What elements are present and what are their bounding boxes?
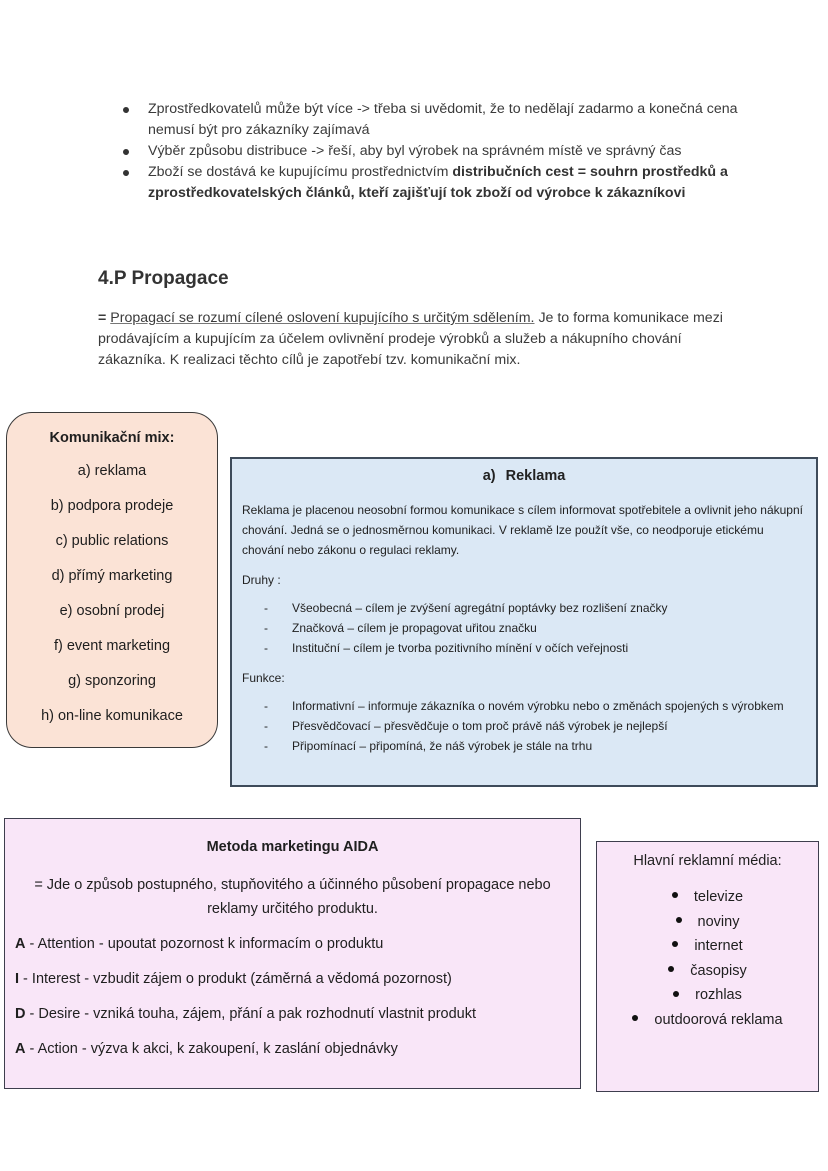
list-item [242, 696, 806, 716]
function-text: Přesvědčovací – přesvědčuje o tom proč právě náš výrobek je nejlepší [292, 719, 668, 733]
function-text: Připomínací – připomíná, že náš výrobek je stále na trhu [292, 739, 593, 753]
advertising-title-text: Reklama [505, 468, 566, 484]
mix-item: b) podpora prodeje [50, 498, 174, 514]
aida-key: A [15, 1041, 26, 1057]
bullet-icon [123, 149, 129, 155]
aida-key: I [15, 971, 20, 987]
aida-row [15, 1002, 570, 1026]
list-item [242, 716, 806, 736]
mix-item: e) osobní prodej [59, 603, 165, 619]
advertising-title [242, 466, 806, 490]
types-label: Druhy : [242, 573, 281, 587]
bullet-bold-text: distribučních cest = souhrn prostředků a zprostředkovatelských článků, kteří zajišťují tok zboží od výrobce k zákazníkovi [148, 164, 728, 201]
mix-title: Komunikační mix: [49, 430, 175, 446]
media-item: časopisy [690, 962, 747, 979]
bullet-icon [123, 170, 129, 176]
list-item [597, 959, 818, 984]
mix-item: f) event marketing [53, 638, 171, 654]
aida-row [15, 932, 570, 956]
bullet-icon [672, 892, 678, 898]
dash-icon: - [264, 601, 268, 615]
aida-text: - Action - výzva k akci, k zakoupení, k zaslání objednávky [25, 1041, 398, 1057]
functions-list [242, 696, 806, 756]
media-title: Hlavní reklamní média: [633, 853, 782, 869]
list-item [597, 983, 818, 1008]
distribution-bullet-list [120, 99, 740, 204]
bullet-text: Zboží se dostává ke kupujícímu prostřednictvím [148, 164, 453, 180]
aida-row [15, 1037, 570, 1061]
intro-rest: Je to forma komunikace mezi prodávajícím a kupujícím za účelem ovlivnění prodeje výrobků a služeb a nákupního chování zákazníka. K realizaci těchto cílů je zapotřebí tzv. komunikační mix. [98, 310, 723, 368]
advertising-box [230, 457, 818, 787]
aida-text: - Desire - vzniká touha, zájem, přání a pak rozhodnutí vlastnit produkt [25, 1006, 477, 1022]
advertising-title-letter: a) [482, 468, 496, 484]
section-heading: 4.P Propagace [98, 268, 229, 289]
aida-key: A [15, 936, 26, 952]
dash-icon: - [264, 699, 268, 713]
aida-text: - Interest - vzbudit zájem o produkt (záměrná a vědomá pozornost) [19, 971, 452, 987]
list-item [242, 736, 806, 756]
mix-item: a) reklama [77, 463, 147, 479]
mix-item: d) přímý marketing [51, 568, 173, 584]
mix-item: h) on-line komunikace [41, 708, 183, 724]
bullet-icon [673, 991, 679, 997]
bullet-text: Výběr způsobu distribuce -> řeší, aby byl výrobek na správném místě ve správný čas [148, 143, 682, 159]
list-item [242, 598, 806, 618]
aida-title: Metoda marketingu AIDA [206, 839, 379, 855]
aida-text: - Attention - upoutat pozornost k informacím o produktu [25, 936, 384, 952]
communication-mix-box [6, 412, 218, 748]
media-item: televize [693, 889, 744, 905]
list-item [120, 141, 740, 162]
bullet-text: Zprostředkovatelů může být více -> třeba si uvědomit, že to nedělají zadarmo a konečná cena nemusí být pro zákazníky zajímavá [148, 101, 738, 138]
bullet-icon [672, 941, 678, 947]
media-item: rozhlas [695, 987, 742, 1004]
mix-item: c) public relations [55, 533, 169, 549]
bullet-icon [123, 107, 129, 113]
list-item [597, 885, 818, 910]
type-text: Značková – cílem je propagovat uřitou značku [292, 621, 537, 635]
media-item: noviny [697, 913, 740, 930]
equals-sign: = [98, 310, 107, 326]
media-item: internet [694, 938, 743, 955]
aida-description: = Jde o způsob postupného, stupňovitého a účinného působení propagace nebo reklamy určitého produktu. [34, 877, 551, 917]
bullet-icon [632, 1015, 638, 1021]
list-item [597, 1008, 818, 1033]
list-item [242, 638, 806, 658]
mix-list [7, 454, 217, 734]
type-text: Instituční – cílem je tvorba pozitivního mínění v očích veřejnosti [292, 641, 629, 655]
dash-icon: - [264, 739, 268, 753]
list-item [242, 618, 806, 638]
bullet-icon [668, 966, 674, 972]
dash-icon: - [264, 719, 268, 733]
intro-paragraph [98, 308, 738, 371]
list-item [597, 934, 818, 959]
list-item [120, 99, 740, 141]
dash-icon: - [264, 641, 268, 655]
intro-definition: Propagací se rozumí cílené oslovení kupujícího s určitým sdělením. [110, 310, 535, 326]
dash-icon: - [264, 621, 268, 635]
list-item [597, 910, 818, 935]
types-list [242, 598, 806, 658]
advertising-media-box [596, 841, 819, 1092]
type-text: Všeobecná – cílem je zvýšení agregátní poptávky bez rozlišení značky [292, 601, 668, 615]
media-list [597, 885, 818, 1033]
functions-label: Funkce: [242, 671, 285, 685]
aida-box [4, 818, 581, 1089]
bullet-icon [676, 917, 682, 923]
aida-row [15, 967, 570, 991]
advertising-description: Reklama je placenou neosobní formou komunikace s cílem informovat spotřebitele a ovlivnit jeho nákupní chování. Jedná se o jednosměrnou komunikaci. V reklamě lze použít vše, co neodporuje etickému chování nebo zákonu o regulaci reklamy. [242, 503, 803, 557]
mix-item: g) sponzoring [68, 673, 156, 689]
list-item [120, 162, 740, 204]
function-text: Informativní – informuje zákazníka o novém výrobku nebo o změnách spojených s výrobkem [292, 699, 784, 713]
aida-key: D [15, 1006, 26, 1022]
media-item: outdoorová reklama [654, 1011, 783, 1028]
